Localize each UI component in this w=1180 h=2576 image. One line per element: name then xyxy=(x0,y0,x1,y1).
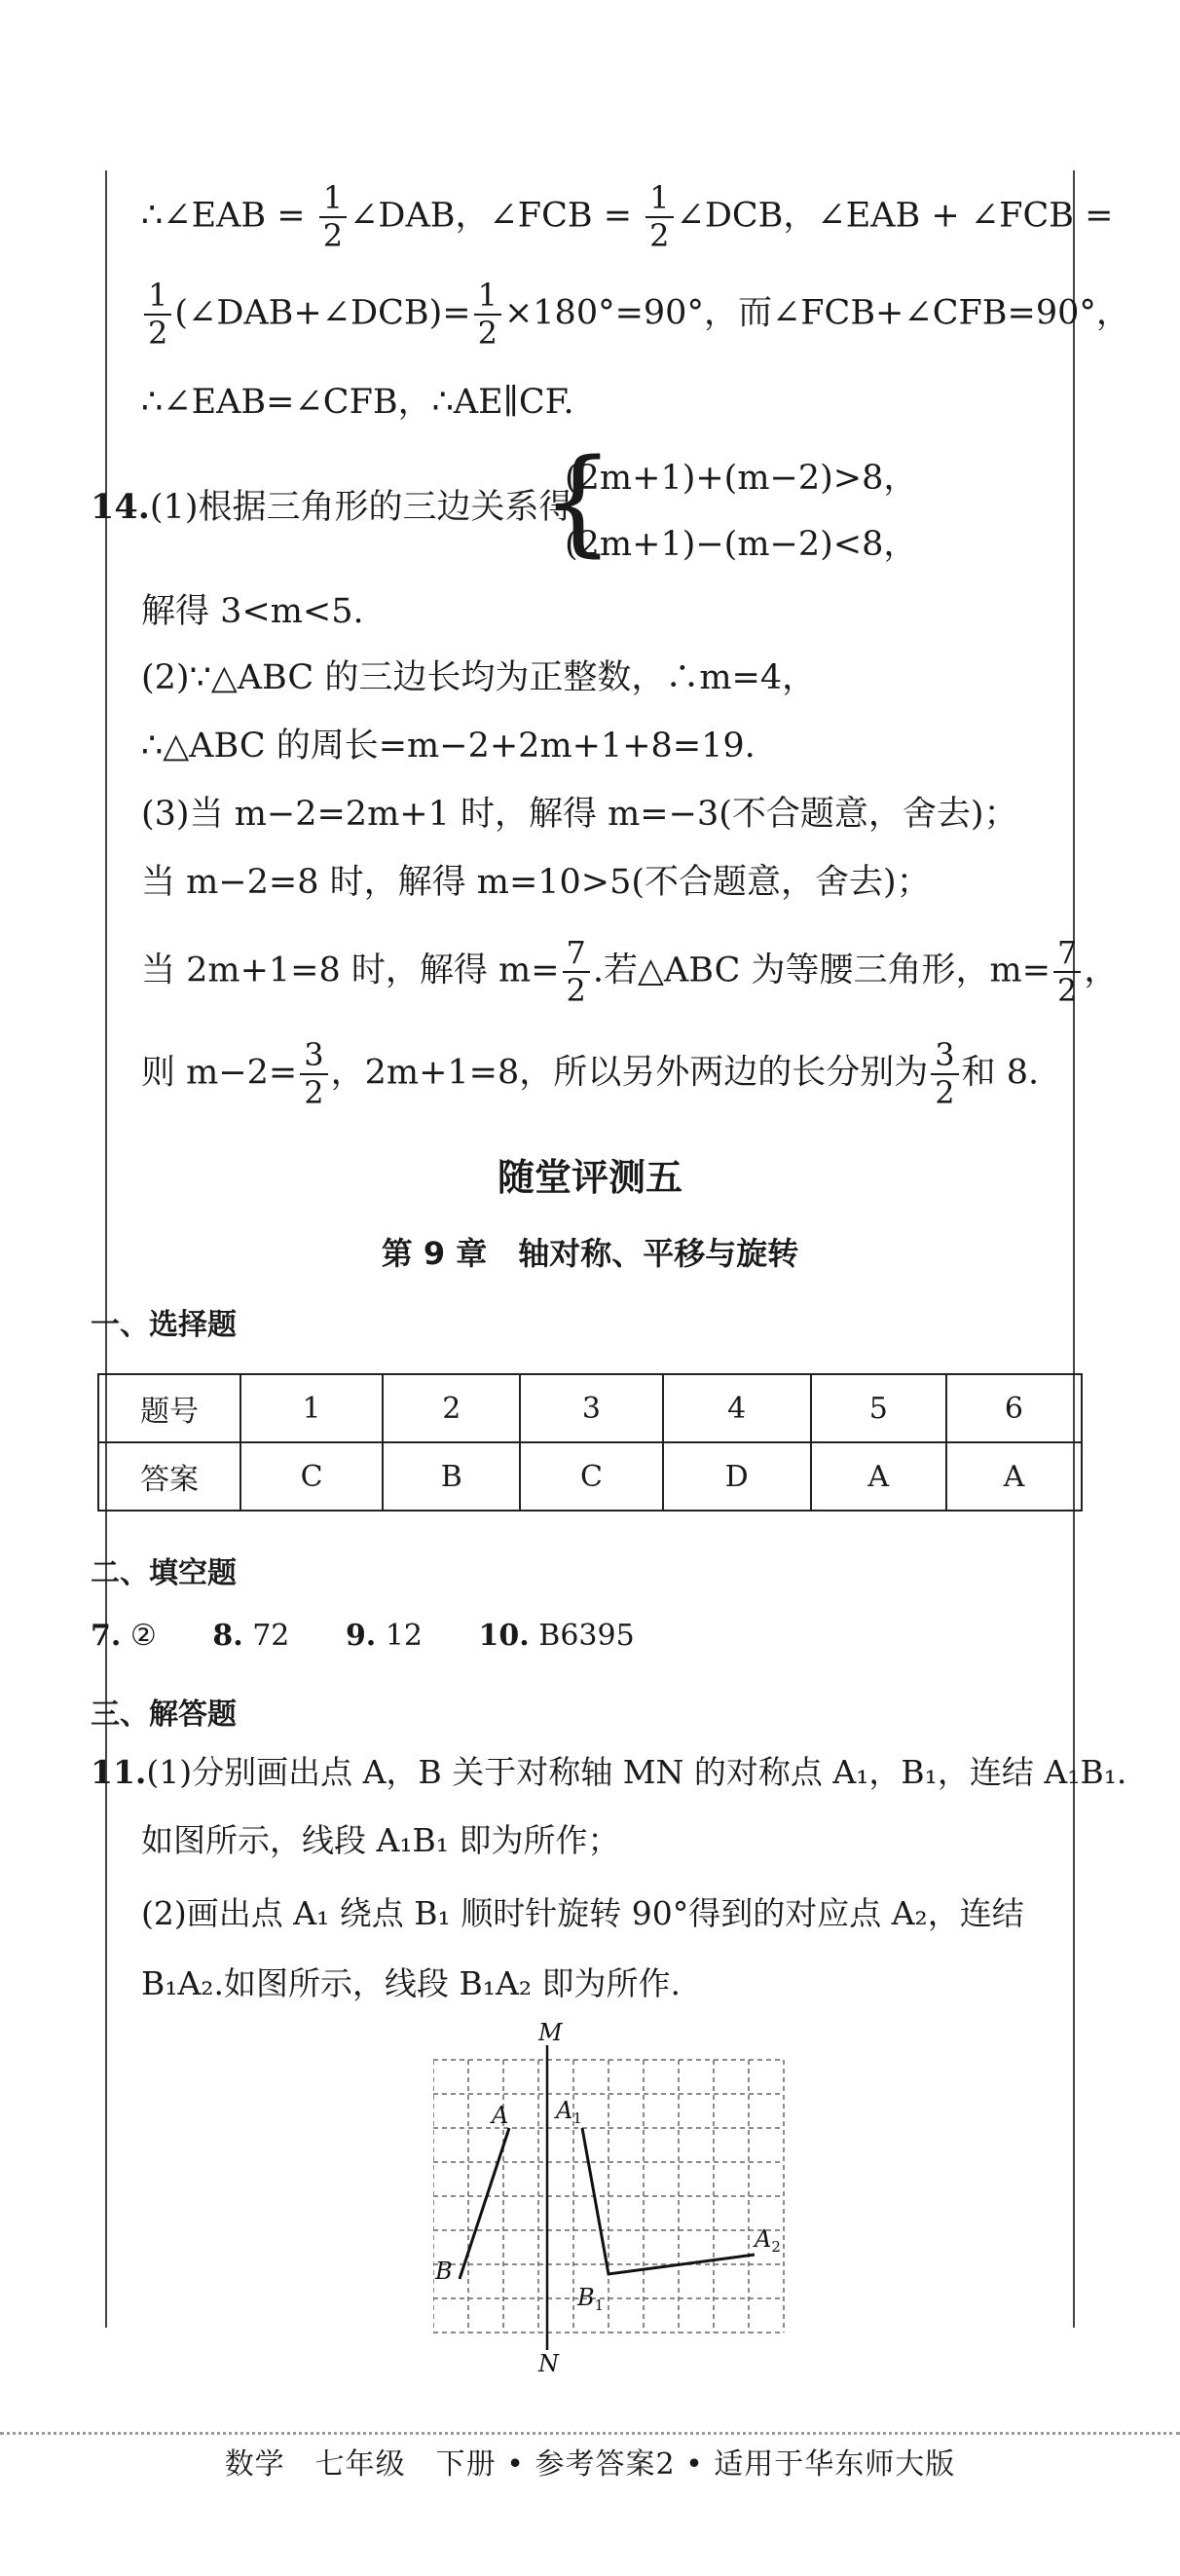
q14-part3-line1: (3)当 m−2=2m+1 时，解得 m=−3(不合题意，舍去)； xyxy=(141,795,1018,834)
question-number: 10. xyxy=(478,1619,530,1653)
section-solve: 三、解答题 xyxy=(91,1698,237,1732)
fill-value: 72 xyxy=(252,1619,290,1653)
footer-divider xyxy=(0,2432,1180,2435)
question-number: 7. xyxy=(91,1619,122,1653)
table-cell: A xyxy=(811,1442,946,1511)
test-title: 随堂评测五 xyxy=(497,1156,682,1199)
table-cell: 4 xyxy=(663,1374,811,1442)
text-segment: 则 m−2= xyxy=(141,1053,298,1093)
table-cell: 1 xyxy=(240,1374,383,1442)
q14-part3-line3 xyxy=(141,935,1118,1009)
question-number: 11. xyxy=(91,1753,147,1791)
text-segment: 和 8. xyxy=(961,1053,1040,1093)
q14-solve: 解得 3<m<5. xyxy=(141,592,364,631)
q14-intro xyxy=(91,487,573,528)
grid-figure xyxy=(433,2021,803,2371)
table-row xyxy=(98,1442,1082,1511)
text-segment: ∠DCB，∠EAB + ∠FCB = xyxy=(676,196,1114,236)
q11-line2: 如图所示，线段 A₁B₁ 即为所作； xyxy=(141,1821,620,1859)
q14-part2-line2: ∴△ABC 的周长=m−2+2m+1+8=19. xyxy=(141,727,756,765)
table-cell: A xyxy=(946,1442,1082,1511)
section-choice: 一、选择题 xyxy=(91,1308,237,1342)
fraction-half: $\frac{1}{2}$ xyxy=(474,278,501,352)
segment-ab xyxy=(460,2128,509,2279)
proof-line-2 xyxy=(141,278,1130,352)
text-segment: 当 2m+1=8 时，解得 m= xyxy=(141,951,560,990)
fraction-seven-half: $\frac{7}{2}$ xyxy=(563,935,590,1009)
fill-answers xyxy=(91,1619,635,1653)
text-segment: (1)根据三角形的三边关系得 xyxy=(149,488,573,527)
text-segment: ∴∠EAB = xyxy=(141,196,316,236)
question-number: 9. xyxy=(345,1619,377,1653)
table-cell: C xyxy=(240,1442,383,1511)
q14-part3-line2: 当 m−2=8 时，解得 m=10>5(不合题意，舍去)； xyxy=(141,863,931,902)
text-segment: ∠DAB，∠FCB = xyxy=(350,196,644,236)
fraction-half: $\frac{1}{2}$ xyxy=(319,180,347,254)
label-a2: $A_2$ xyxy=(755,2225,781,2256)
chapter-title: 第 9 章 轴对称、平移与旋转 xyxy=(381,1235,799,1272)
label-a1: $A_1$ xyxy=(556,2097,582,2127)
label-a: A xyxy=(492,2102,509,2129)
q11-line4: B₁A₂.如图所示，线段 B₁A₂ 即为所作. xyxy=(141,1964,682,2002)
section-fill: 二、填空题 xyxy=(91,1556,237,1590)
fraction-three-half: $\frac{3}{2}$ xyxy=(300,1037,327,1111)
table-cell: B xyxy=(383,1442,520,1511)
table-cell: C xyxy=(520,1442,662,1511)
table-cell: D xyxy=(663,1442,811,1511)
text-segment: (1)分别画出点 A，B 关于对称轴 MN 的对称点 A₁，B₁，连结 A₁B₁. xyxy=(146,1753,1127,1791)
table-row-header: 答案 xyxy=(98,1442,240,1511)
fill-value: B6395 xyxy=(538,1619,635,1653)
text-segment: ×180°=90°，而∠FCB+∠CFB=90°， xyxy=(503,293,1130,333)
q11-line3: (2)画出点 A₁ 绕点 B₁ 顺时针旋转 90°得到的对应点 A₂，连结 xyxy=(141,1894,1024,1932)
text-segment: ， xyxy=(1084,951,1119,990)
fill-value: ② xyxy=(129,1619,157,1653)
fraction-seven-half: $\frac{7}{2}$ xyxy=(1053,935,1081,1009)
fraction-half: $\frac{1}{2}$ xyxy=(645,180,673,254)
table-cell: 6 xyxy=(946,1374,1082,1442)
proof-line-3: ∴∠EAB=∠CFB，∴AE∥CF. xyxy=(141,383,574,422)
q14-part3-line4 xyxy=(141,1037,1039,1111)
page-footer: 数学 七年级 下册 • 参考答案2 • 适用于华东师大版 xyxy=(224,2447,956,2482)
q14-part2-line1: (2)∵△ABC 的三边长均为正整数，∴m=4， xyxy=(141,658,817,697)
q14-inequality-1: (2m+1)+(m−2)>8， xyxy=(565,459,918,498)
text-segment: (∠DAB+∠DCB)= xyxy=(174,293,471,333)
label-b: B xyxy=(435,2258,453,2285)
label-b1: $B_1$ xyxy=(577,2284,605,2314)
question-number: 14. xyxy=(91,487,150,527)
text-segment: ，2m+1=8，所以另外两边的长分别为 xyxy=(330,1053,929,1093)
answer-table xyxy=(97,1373,1083,1512)
table-cell: 5 xyxy=(811,1374,946,1442)
label-n: N xyxy=(538,2350,559,2371)
question-number: 8. xyxy=(212,1619,243,1653)
q11-line1 xyxy=(91,1753,1126,1792)
fraction-three-half: $\frac{3}{2}$ xyxy=(931,1037,958,1111)
table-cell: 2 xyxy=(383,1374,520,1442)
text-segment: .若△ABC 为等腰三角形，m= xyxy=(592,951,1051,990)
fill-value: 12 xyxy=(385,1619,423,1653)
proof-line-1 xyxy=(141,180,1113,254)
label-m: M xyxy=(538,2021,563,2046)
q14-inequality-2: (2m+1)−(m−2)<8， xyxy=(565,525,918,564)
table-row xyxy=(98,1374,1082,1442)
fraction-half: $\frac{1}{2}$ xyxy=(144,278,171,352)
table-cell: 3 xyxy=(520,1374,662,1442)
brace-symbol: { xyxy=(541,433,615,568)
table-row-header: 题号 xyxy=(98,1374,240,1442)
